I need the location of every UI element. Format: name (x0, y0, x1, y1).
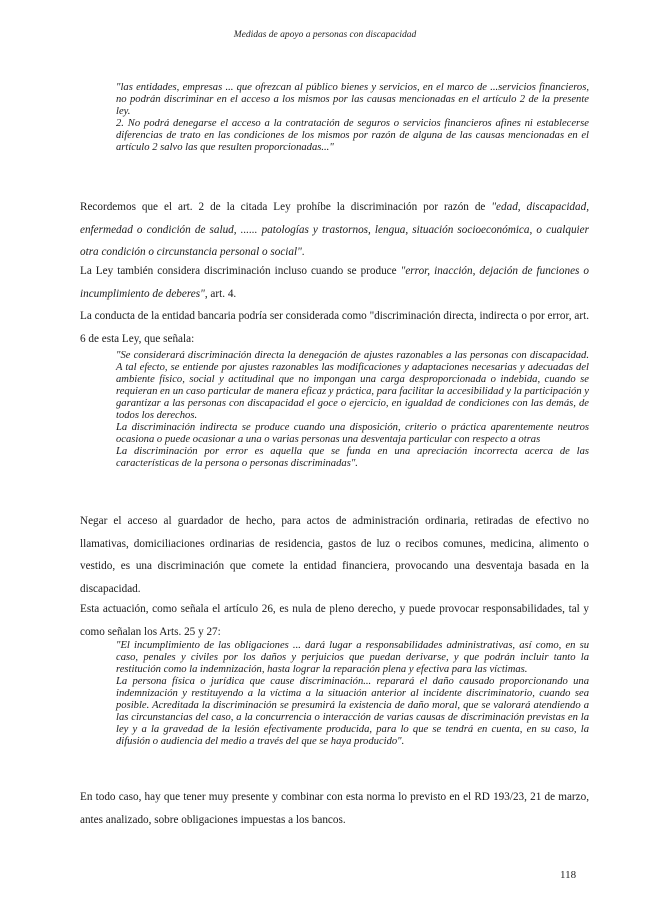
paragraph-text: Esta actuación, como señala el artículo 26, es nula de pleno derecho, y puede provocar responsabilidades, tal y como señalan los Arts. 25 y 27: (80, 603, 589, 638)
quote-paragraph: "las entidades, empresas ... que ofrezcan al público bienes y servicios, en el marco de ...servicios financieros, no podrán discriminar en el acceso a los mismos por las causas mencionadas en el artículo 2 de la presente ley. (116, 82, 589, 117)
block-quote-1 (116, 82, 589, 154)
paragraph-text: Negar el acceso al guardador de hecho, para actos de administración ordinaria, retiradas de efectivo no llamativas, domiciliaciones ordinarias de residencia, gastos de luz o recibos comunes, medicina, alimento o vestido, es una discriminación que comete la entidad financiera, provocando una desventaja basada en la discapacidad. (80, 515, 589, 595)
quote-paragraph: La persona física o jurídica que cause discriminación... reparará el daño causado proporcionando una indemnización y restituyendo a la víctima a la situación anterior al incidente discriminatorio, cuando sea posible. Acreditada la discriminación se presumirá la existencia de daño moral, que se valorará atendiendo a las circunstancias del caso, a la concurrencia o interacción de varias causas de discriminación previstas en la ley y a la gravedad de la lesión efectivamente producida, para lo que se tendrá en cuenta, en su caso, la difusión o audiencia del medio a través del que se haya producido". (116, 676, 589, 747)
quote-paragraph: "El incumplimiento de las obligaciones ... dará lugar a responsabilidades administrativas, así como, en su caso, penales y civiles por los daños y perjuicios que puedan derivarse, y que podrán incluir tanto la restitución como la indemnización, hasta lograr la reparación plena y efectiva para las víctimas. (116, 640, 589, 675)
body-paragraph-rd (80, 786, 589, 831)
paragraph-text: En todo caso, hay que tener muy presente y combinar con esta norma lo previsto en el RD 193/23, 21 de marzo, antes analizado, sobre obligaciones impuestas a los bancos. (80, 791, 589, 826)
body-paragraph-art-6 (80, 305, 589, 350)
quoted-text: "error, inacción, dejación de funciones o incumplimiento de deberes" (80, 265, 589, 300)
text-span: . (301, 246, 305, 258)
body-paragraph-nula (80, 598, 589, 643)
text-span: La Ley también considera discriminación incluso cuando se produce (80, 265, 401, 277)
quoted-text: "edad, discapacidad, enfermedad o condición de salud, ...... patologías y trastornos, lengua, situación socioeconómica, o cualquier otra condición o circunstancia personal o social" (80, 201, 590, 258)
paragraph-text: La conducta de la entidad bancaria podría ser considerada como "discriminación directa, indirecta o por error, art. 6 de esta Ley, que señala: (80, 310, 589, 345)
quote-paragraph: 2. No podrá denegarse el acceso a la contratación de seguros o servicios financieros afines ni establecerse diferencias de trato en las condiciones de los mismos por razón de alguna de las causas mencionadas en el artículo 2 salvo las que resulten proporcionadas..." (116, 118, 589, 153)
block-quote-3 (116, 640, 589, 748)
text-span: , art. 4. (204, 287, 237, 300)
body-paragraph-art-2 (80, 196, 589, 264)
text-span: Recordemos que el art. 2 de la citada Ley prohíbe la discriminación por razón de (80, 201, 492, 213)
paragraph-text (80, 196, 589, 264)
running-header: Medidas de apoyo a personas con discapacidad (233, 30, 417, 40)
body-paragraph-negar (80, 510, 589, 600)
body-paragraph-art-4 (80, 260, 589, 305)
page-number: 118 (560, 869, 577, 881)
block-quote-2 (116, 350, 589, 470)
quote-paragraph: La discriminación por error es aquella que se funda en una apreciación incorrecta acerca de las características de la persona o personas discriminadas". (116, 446, 589, 469)
quote-paragraph: "Se considerará discriminación directa la denegación de ajustes razonables a las personas con discapacidad. A tal efecto, se entiende por ajustes razonables las modificaciones y adaptaciones necesarias y adecuadas del ambiente físico, social y actitudinal que no impongan una carga desproporcionada o indebida, cuando se requieran en un caso particular de manera eficaz y práctica, para facilitar la accesibilidad y la participación y garantizar a las personas con discapacidad el goce o ejercicio, en igualdad de condiciones con las demás, de todos los derechos. (116, 350, 589, 421)
quote-paragraph: La discriminación indirecta se produce cuando una disposición, criterio o práctica aparentemente neutros ocasiona o puede ocasionar a una o varias personas una desventaja particular con respecto a otras (116, 422, 589, 445)
paragraph-text (80, 260, 589, 305)
